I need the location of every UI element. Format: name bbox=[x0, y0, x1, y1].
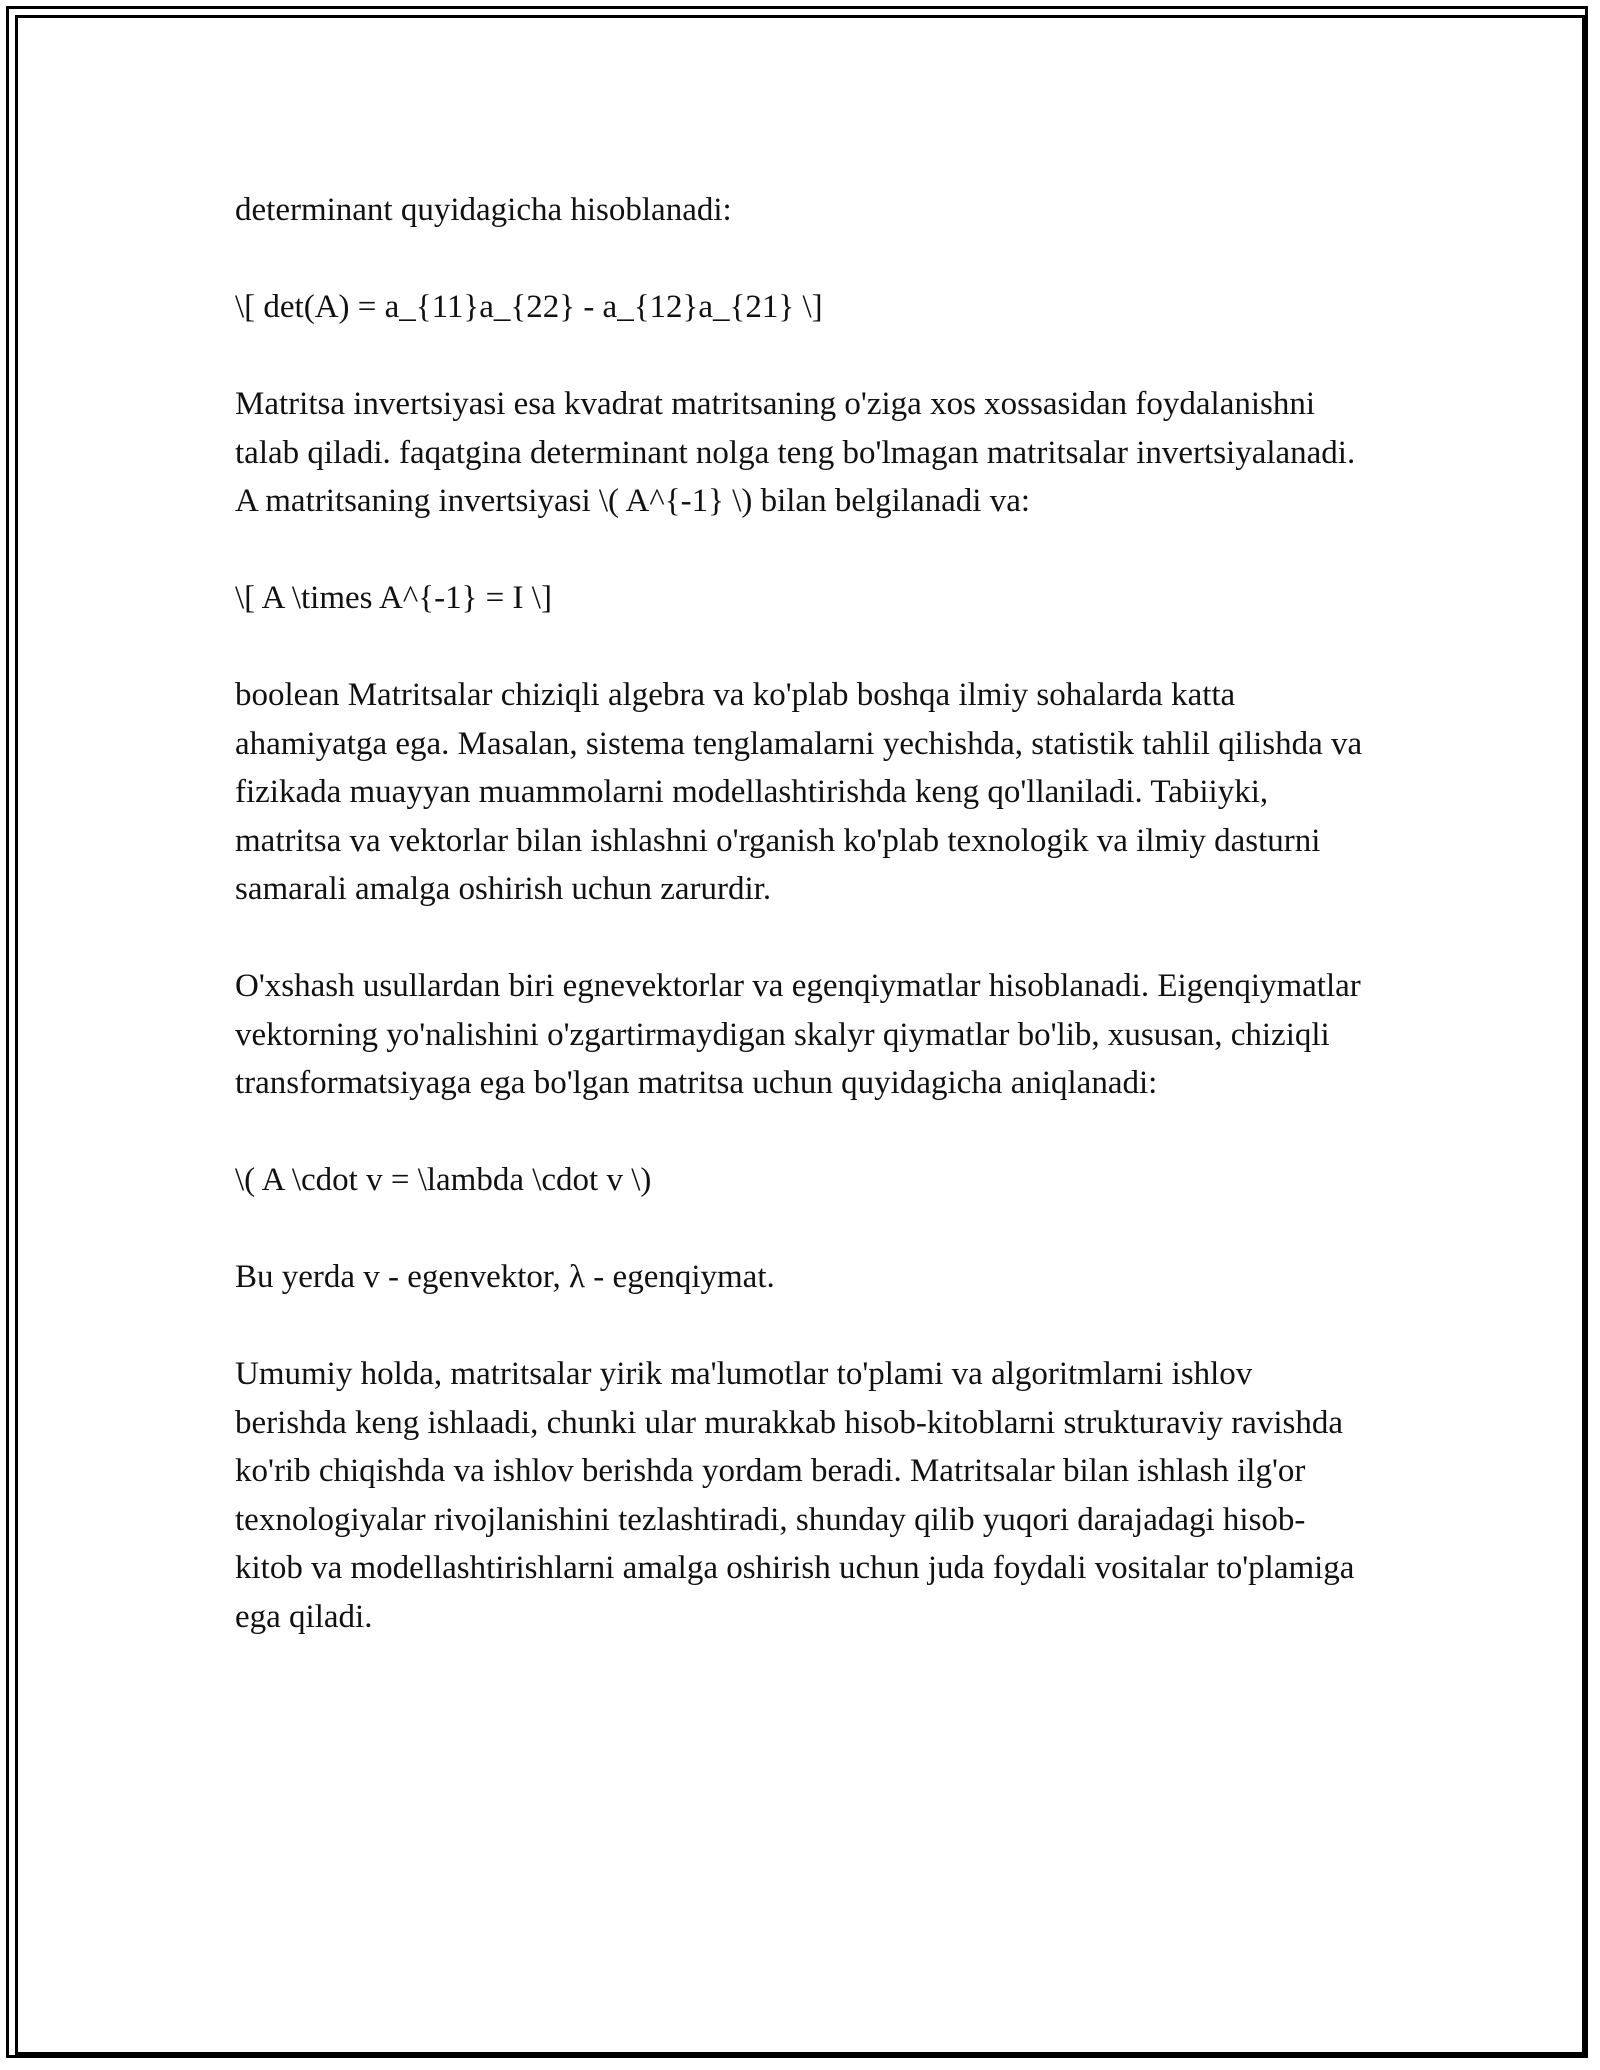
paragraph-determinant-intro: determinant quyidagicha hisoblanadi: bbox=[235, 192, 732, 228]
paragraph-conclusion: Umumiy holda, matritsalar yirik ma'lumotlar to'plami va algoritmlarni ishlov berishda keng ishlaadi, chunki ular murakkab hisob-kitoblarni strukturaviy ravishda ko'rib chiqishda va ishlov berishda yordam beradi. Matritsalar bilan ishlash ilg'or texnologiyalar rivojlanishini tezlashtiradi, shunday qilib yuqori darajadagi hisob-kitob va modellashtirishlarni amalga oshirish uchun juda foydali vositalar to'plamiga ega qiladi. bbox=[235, 1356, 1355, 1635]
formula-eigen: \( A \cdot v = \lambda \cdot v \) bbox=[235, 1162, 652, 1198]
formula-determinant: \[ det(A) = a_{11}a_{22} - a_{12}a_{21} \] bbox=[235, 289, 823, 325]
paragraph-eigen-definition: Bu yerda v - egenvektor, λ - egenqiymat. bbox=[235, 1259, 775, 1295]
formula-inverse-identity: \[ A \times A^{-1} = I \] bbox=[235, 580, 552, 616]
document-body bbox=[235, 186, 1365, 1641]
paragraph-matrix-inversion: Matritsa invertsiyasi esa kvadrat matritsaning o'ziga xos xossasidan foydalanishni talab qiladi. faqatgina determinant nolga teng bo'lmagan matritsalar invertsiyalanadi. A matritsaning invertsiyasi \( A^{-1} \) bilan belgilanadi va: bbox=[235, 386, 1356, 519]
paragraph-matrix-importance: boolean Matritsalar chiziqli algebra va ko'plab boshqa ilmiy sohalarda katta ahamiyatga ega. Masalan, sistema tenglamalarni yechishda, statistik tahlil qilishda va fizikada muayyan muammolarni modellashtirishda keng qo'llaniladi. Tabiiyki, matritsa va vektorlar bilan ishlashni o'rganish ko'plab texnologik va ilmiy dasturni samarali amalga oshirish uchun zarurdir. bbox=[235, 677, 1363, 907]
paragraph-eigen-intro: O'xshash usullardan biri egnevektorlar va egenqiymatlar hisoblanadi. Eigenqiymatlar vektorning yo'nalishini o'zgartirmaydigan skalyr qiymatlar bo'lib, xususan, chiziqli transformatsiyaga ega bo'lgan matritsa uchun quyidagicha aniqlanadi: bbox=[235, 968, 1361, 1101]
